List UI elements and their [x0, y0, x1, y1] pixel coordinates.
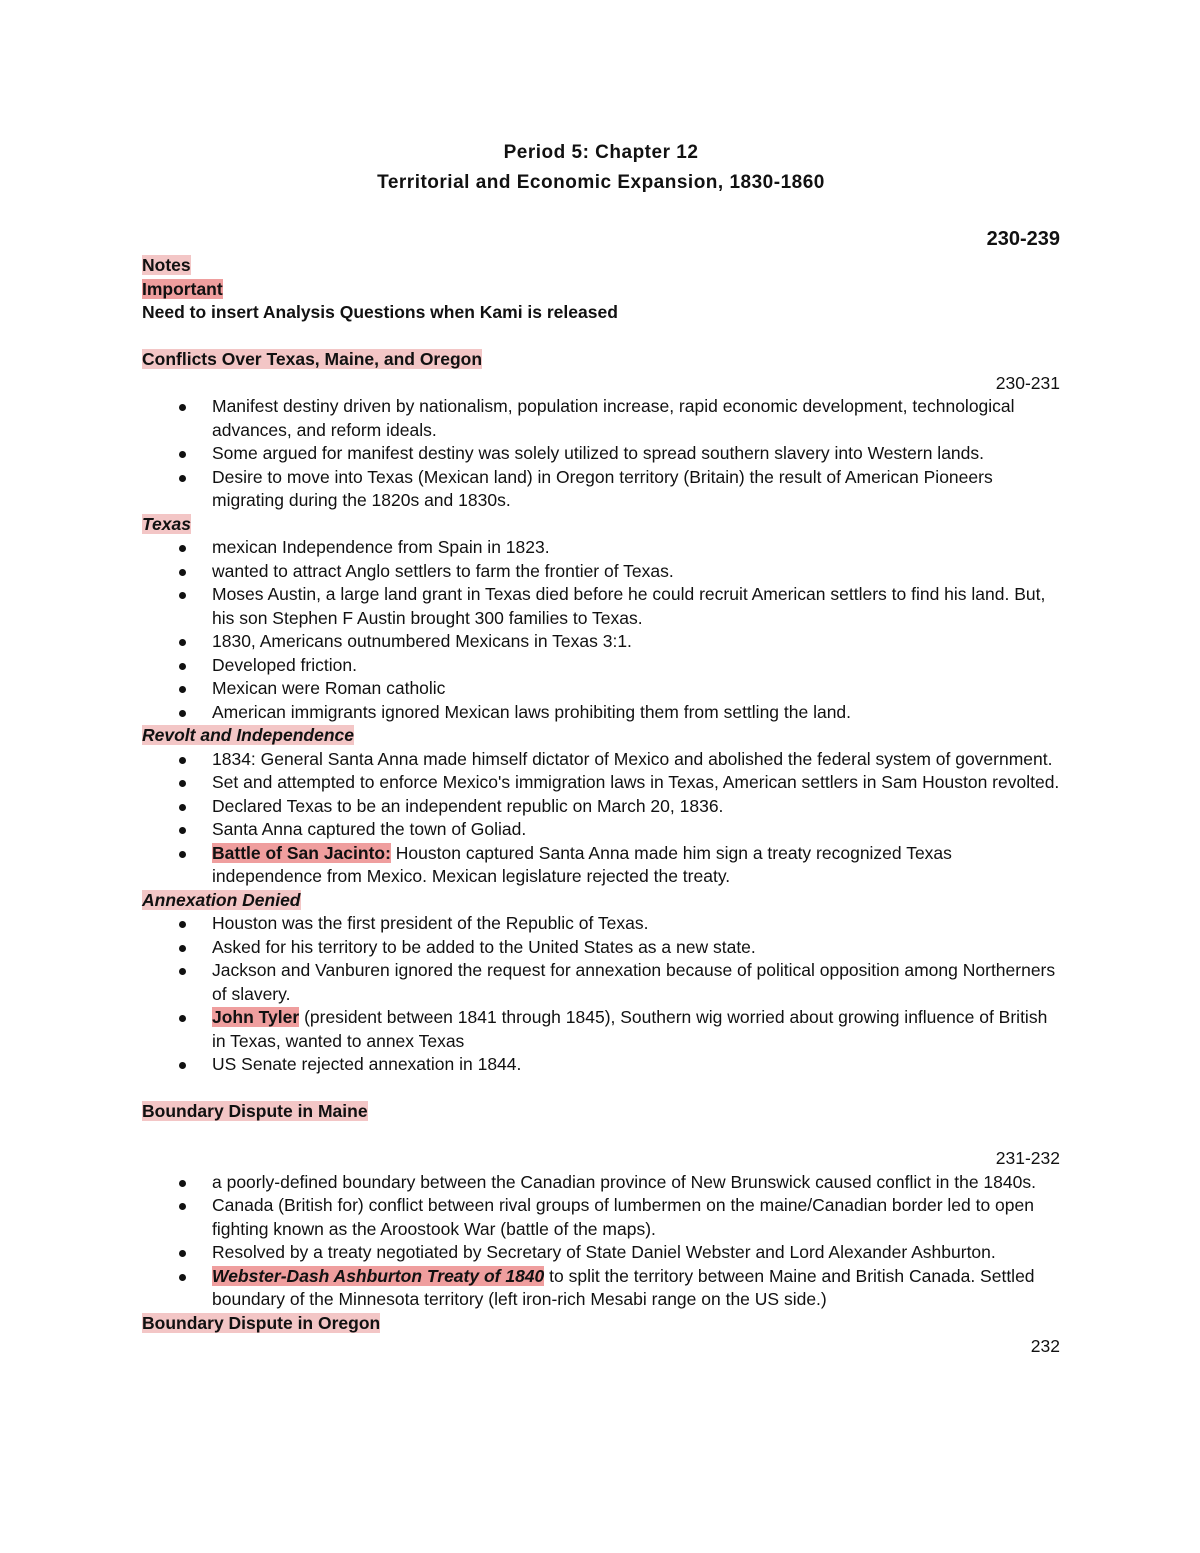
- list-item: [142, 842, 1060, 889]
- list-item: Set and attempted to enforce Mexico's immigration laws in Texas, American settlers in Sam Houston revolted.: [142, 771, 1060, 795]
- list-conflicts: [142, 395, 1060, 513]
- list-item: Resolved by a treaty negotiated by Secretary of State Daniel Webster and Lord Alexander Ashburton.: [142, 1241, 1060, 1265]
- page-range: 230-239: [986, 228, 1060, 250]
- list-item: [142, 1006, 1060, 1053]
- key-term-john-tyler: John Tyler: [212, 1007, 300, 1027]
- key-term-webster-ashburton: Webster-Dash Ashburton Treaty of 1840: [212, 1265, 545, 1286]
- legend-notes: Notes: [142, 255, 191, 275]
- list-item: American immigrants ignored Mexican laws prohibiting them from settling the land.: [142, 701, 1060, 725]
- legend-important: Important: [142, 278, 223, 299]
- heading-oregon: Boundary Dispute in Oregon: [142, 1312, 381, 1333]
- key-text: (president between 1841 through 1845), Southern wig worried about growing influence of British in Texas, wanted to annex Texas: [212, 1007, 1048, 1051]
- document-page: [142, 138, 1060, 1359]
- list-item: 1830, Americans outnumbered Mexicans in Texas 3:1.: [142, 630, 1060, 654]
- list-item: US Senate rejected annexation in 1844.: [142, 1053, 1060, 1077]
- list-item: Houston was the first president of the Republic of Texas.: [142, 912, 1060, 936]
- list-item: Some argued for manifest destiny was solely utilized to spread southern slavery into Western lands.: [142, 442, 1060, 466]
- list-item: Jackson and Vanburen ignored the request for annexation because of political opposition among Northerners of slavery.: [142, 959, 1060, 1006]
- key-term-san-jacinto: Battle of San Jacinto:: [212, 842, 391, 863]
- heading-annexation: Annexation Denied: [142, 889, 301, 910]
- title-line-1: Period 5: Chapter 12: [503, 142, 699, 163]
- list-item: Asked for his territory to be added to the United States as a new state.: [142, 936, 1060, 960]
- list-item: Santa Anna captured the town of Goliad.: [142, 818, 1060, 842]
- key-text: to split the territory between Maine and British Canada. Settled boundary of the Minnesota territory (left iron-rich Mesabi range on the US side.): [212, 1265, 1035, 1309]
- list-item: Manifest destiny driven by nationalism, population increase, rapid economic development, technological advances, and reform ideals.: [142, 395, 1060, 442]
- list-item: Canada (British for) conflict between rival groups of lumbermen on the maine/Canadian border led to open fighting known as the Aroostook War (battle of the maps).: [142, 1194, 1060, 1241]
- list-texas: [142, 536, 1060, 724]
- list-revolt: [142, 748, 1060, 889]
- list-item: Moses Austin, a large land grant in Texas died before he could recruit American settlers to find his land. But, his son Stephen F Austin brought 300 families to Texas.: [142, 583, 1060, 630]
- pages-maine: 231-232: [995, 1148, 1060, 1168]
- heading-texas: Texas: [142, 513, 191, 534]
- list-item: a poorly-defined boundary between the Canadian province of New Brunswick caused conflict in the 1840s.: [142, 1171, 1060, 1195]
- list-maine: [142, 1171, 1060, 1312]
- list-item: Mexican were Roman catholic: [142, 677, 1060, 701]
- list-item: Desire to move into Texas (Mexican land) in Oregon territory (Britain) the result of American Pioneers migrating during the 1820s and 1830s.: [142, 466, 1060, 513]
- todo-note: Need to insert Analysis Questions when Kami is released: [142, 302, 618, 322]
- key-text: Houston captured Santa Anna made him sign a treaty recognized Texas independence from Mexico. Mexican legislature rejected the treaty.: [212, 842, 952, 886]
- list-item: 1834: General Santa Anna made himself dictator of Mexico and abolished the federal system of government.: [142, 748, 1060, 772]
- list-item: wanted to attract Anglo settlers to farm the frontier of Texas.: [142, 560, 1060, 584]
- list-annexation: [142, 912, 1060, 1077]
- list-item: mexican Independence from Spain in 1823.: [142, 536, 1060, 560]
- pages-conflicts: 230-231: [995, 372, 1060, 393]
- heading-maine: Boundary Dispute in Maine: [142, 1101, 368, 1121]
- list-item: [142, 1265, 1060, 1312]
- pages-oregon: 232: [1030, 1336, 1060, 1356]
- title-line-2: Territorial and Economic Expansion, 1830-1860: [377, 172, 825, 193]
- heading-conflicts: Conflicts Over Texas, Maine, and Oregon: [142, 349, 483, 369]
- list-item: Developed friction.: [142, 654, 1060, 678]
- heading-revolt: Revolt and Independence: [142, 725, 354, 745]
- list-item: Declared Texas to be an independent republic on March 20, 1836.: [142, 795, 1060, 819]
